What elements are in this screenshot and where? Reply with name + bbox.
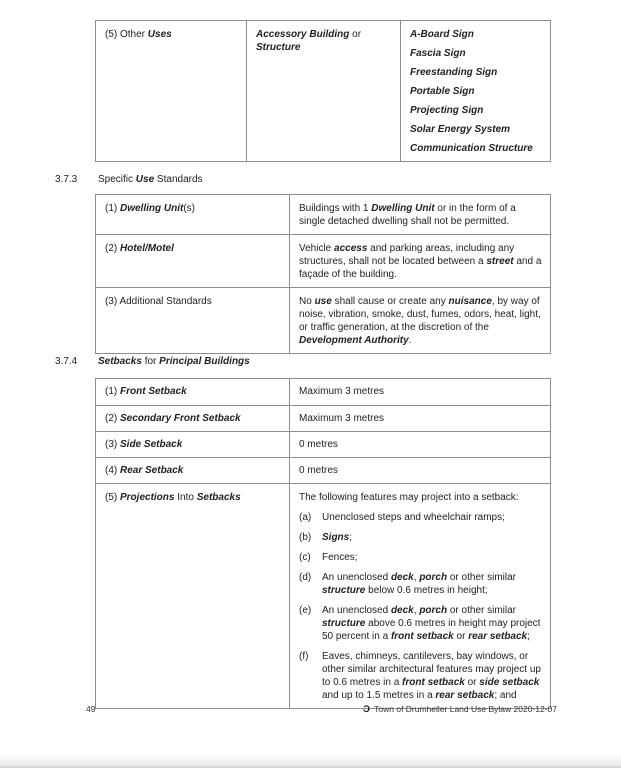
list-item-text: An unenclosed deck, porch or other similar structure below 0.6 metres in height; [322,572,516,596]
standard-content-cell: Buildings with 1 Dwelling Unit or in the form of a single detached dwelling shall not be permitted. [289,195,550,234]
use-category-cell: Accessory Building or Structure [246,21,400,161]
standard-content-cell: Vehicle access and parking areas, including any structures, shall not be located between a street and a façade of the building. [289,235,550,287]
list-item [299,571,544,597]
list-marker: (e) [299,605,312,616]
table-row [96,21,550,161]
setback-label-cell: (3) Side Setback [105,439,183,450]
list-marker: (b) [299,532,312,543]
setback-value-cell: Maximum 3 metres [289,379,550,405]
table-row [96,405,550,431]
page-bottom-edge-shadow [0,754,621,768]
table-row [96,379,550,405]
setback-value-cell: 0 metres [289,458,550,483]
bylaw-logo-icon: Ɔ [362,703,372,716]
setback-label-cell: (5) Projections Into Setbacks [105,492,241,503]
table-row [96,483,550,708]
setback-label-cell: (4) Rear Setback [105,465,184,476]
section-heading-3-7-4 [55,356,250,368]
section-title: Specific Use Standards [98,174,203,185]
list-item: Projecting Sign [410,105,484,116]
footer-doc-title-group [363,704,557,715]
setback-value-cell: Maximum 3 metres [289,406,550,431]
section-heading-3-7-3 [55,174,203,186]
table-row [96,431,550,457]
list-item: Freestanding Sign [410,67,498,78]
list-item: Portable Sign [410,86,475,97]
list-item-text: Fences; [322,552,358,563]
list-item: Fascia Sign [410,48,466,59]
other-uses-table [95,20,551,162]
setback-value-cell: 0 metres [289,432,550,457]
section-title: Setbacks for Principal Buildings [98,356,250,367]
standard-content-cell: No use shall cause or create any nuisance, by way of noise, vibration, smoke, dust, fumes, odors, heat, light, or traffic generation, at the discretion of the Development Authority. [289,288,550,353]
standard-label-cell: (1) Dwelling Unit(s) [105,203,196,214]
table-row [96,457,550,483]
page-number: 49 [86,704,96,714]
list-item-text: Eaves, chimneys, cantilevers, bay windows, or other similar architectural features may project up to 0.6 metres in a front setback or side setback and up to 1.5 metres in a rear setback; and [322,651,541,701]
standard-label-cell: (3) Additional Standards [105,296,212,307]
specific-use-standards-table [95,194,551,354]
list-item [299,531,544,544]
sign-list-cell [400,21,550,161]
list-item: Solar Energy System [410,124,511,135]
projections-intro: The following features may project into a setback: [299,492,519,503]
setback-label-cell: (1) Front Setback [105,386,187,397]
table-row [96,287,550,353]
setback-label-cell: (2) Secondary Front Setback [105,413,241,424]
list-item [299,604,544,643]
list-item-text: An unenclosed deck, porch or other similar structure above 0.6 metres in height may project 50 percent in a front setback or rear setback; [322,605,541,642]
table-row [96,195,550,234]
list-marker: (c) [299,552,311,563]
list-item [299,650,544,702]
list-item-text: Unenclosed steps and wheelchair ramps; [322,512,505,523]
setbacks-table [95,378,551,709]
list-marker: (f) [299,651,309,662]
list-item [299,551,544,564]
section-number: 3.7.3 [55,174,78,185]
list-marker: (a) [299,512,312,523]
footer-doc-title: Town of Drumheller Land Use Bylaw 2020-12-07 [374,704,557,714]
projections-content-cell [289,484,550,708]
page-footer [86,704,557,715]
list-item-text: Signs; [322,532,353,543]
other-uses-label-cell: (5) Other Uses [105,29,172,40]
list-item: Communication Structure [410,143,533,154]
list-item: A-Board Sign [410,29,474,40]
list-item [299,511,544,524]
standard-label-cell: (2) Hotel/Motel [105,243,174,254]
section-number: 3.7.4 [55,356,78,367]
table-row [96,234,550,287]
list-marker: (d) [299,572,312,583]
